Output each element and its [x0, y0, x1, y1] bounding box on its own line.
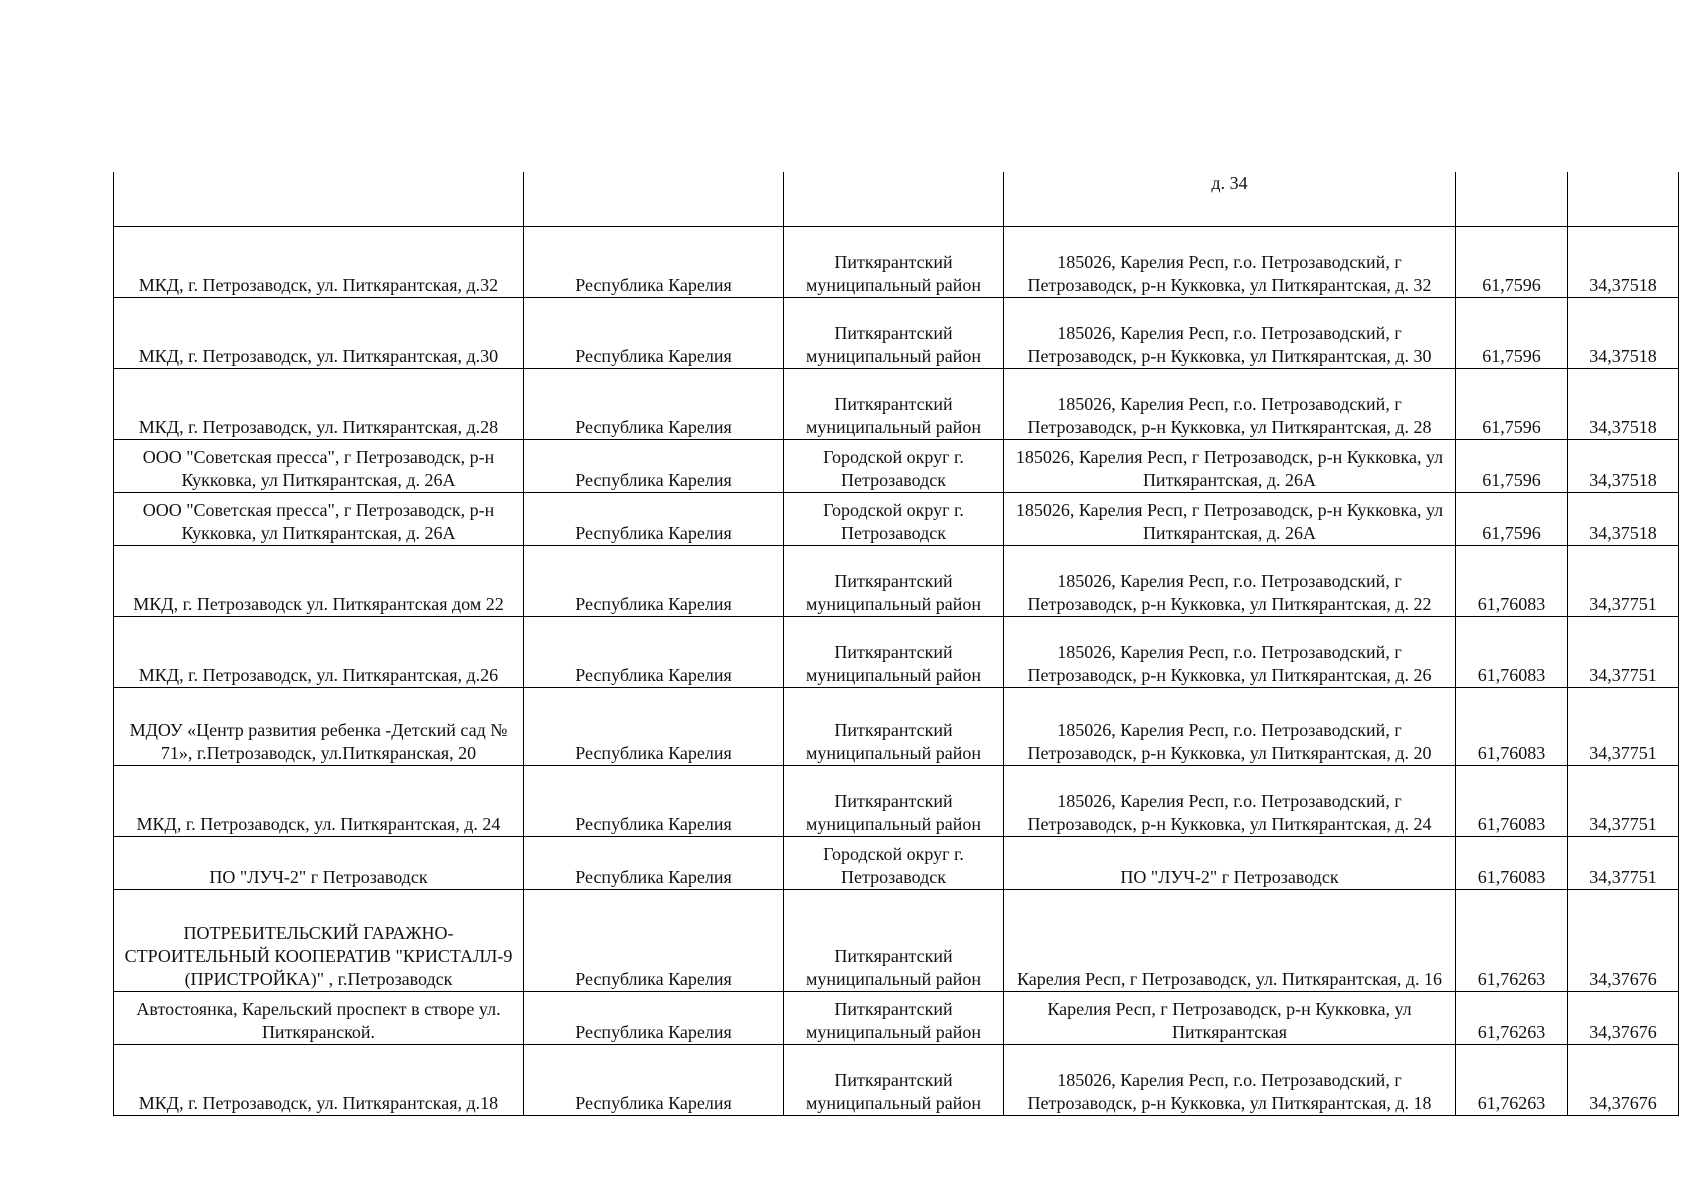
longitude-cell: 34,37518 — [1568, 492, 1679, 545]
table-row — [114, 368, 1679, 439]
address-cell: 185026, Карелия Респ, г.о. Петрозаводский, г Петрозаводск, р-н Кукковка, ул Питкярантская, д. 20 — [1004, 687, 1456, 765]
district-cell: Питкярантский муниципальный район — [784, 368, 1004, 439]
address-cell: 185026, Карелия Респ, г.о. Петрозаводский, г Петрозаводск, р-н Кукковка, ул Питкярантская, д. 24 — [1004, 765, 1456, 836]
object-name-cell: МКД, г. Петрозаводск, ул. Питкярантская, д.18 — [114, 1044, 524, 1115]
latitude-cell: 61,7596 — [1456, 368, 1568, 439]
object-name-cell: ПОТРЕБИТЕЛЬСКИЙ ГАРАЖНО-СТРОИТЕЛЬНЫЙ КООПЕРАТИВ "КРИСТАЛЛ-9 (ПРИСТРОЙКА)" , г.Петрозаводск — [114, 889, 524, 991]
address-cell: 185026, Карелия Респ, г Петрозаводск, р-н Кукковка, ул Питкярантская, д. 26А — [1004, 492, 1456, 545]
district-cell: Питкярантский муниципальный район — [784, 297, 1004, 368]
address-cell: 185026, Карелия Респ, г.о. Петрозаводский, г Петрозаводск, р-н Кукковка, ул Питкярантская, д. 18 — [1004, 1044, 1456, 1115]
address-cell: 185026, Карелия Респ, г.о. Петрозаводский, г Петрозаводск, р-н Кукковка, ул Питкярантская, д. 28 — [1004, 368, 1456, 439]
district-cell: Городской округ г. Петрозаводск — [784, 836, 1004, 889]
object-name-cell: МКД, г. Петрозаводск, ул. Питкярантская, д. 24 — [114, 765, 524, 836]
longitude-cell: 34,37751 — [1568, 687, 1679, 765]
district-cell: Городской округ г. Петрозаводск — [784, 492, 1004, 545]
latitude-cell: 61,76263 — [1456, 991, 1568, 1044]
latitude-cell — [1456, 172, 1568, 226]
longitude-cell: 34,37676 — [1568, 1044, 1679, 1115]
table-row — [114, 439, 1679, 492]
address-cell: Карелия Респ, г Петрозаводск, ул. Питкярантская, д. 16 — [1004, 889, 1456, 991]
longitude-cell: 34,37518 — [1568, 297, 1679, 368]
region-cell: Республика Карелия — [524, 368, 784, 439]
region-cell: Республика Карелия — [524, 297, 784, 368]
region-cell: Республика Карелия — [524, 991, 784, 1044]
object-name-cell: МКД, г. Петрозаводск ул. Питкярантская дом 22 — [114, 545, 524, 616]
longitude-cell: 34,37676 — [1568, 991, 1679, 1044]
table-row — [114, 545, 1679, 616]
longitude-cell: 34,37518 — [1568, 226, 1679, 297]
table-row — [114, 836, 1679, 889]
district-cell: Питкярантский муниципальный район — [784, 991, 1004, 1044]
address-cell: 185026, Карелия Респ, г Петрозаводск, р-н Кукковка, ул Питкярантская, д. 26А — [1004, 439, 1456, 492]
data-table — [113, 172, 1679, 1116]
latitude-cell: 61,76083 — [1456, 616, 1568, 687]
region-cell: Республика Карелия — [524, 836, 784, 889]
district-cell: Питкярантский муниципальный район — [784, 765, 1004, 836]
region-cell: Республика Карелия — [524, 687, 784, 765]
region-cell: Республика Карелия — [524, 545, 784, 616]
table-row — [114, 765, 1679, 836]
region-cell: Республика Карелия — [524, 226, 784, 297]
latitude-cell: 61,76083 — [1456, 545, 1568, 616]
latitude-cell: 61,76263 — [1456, 889, 1568, 991]
table-row — [114, 616, 1679, 687]
address-cell: 185026, Карелия Респ, г.о. Петрозаводский, г Петрозаводск, р-н Кукковка, ул Питкярантская, д. 26 — [1004, 616, 1456, 687]
latitude-cell: 61,7596 — [1456, 297, 1568, 368]
table-row — [114, 297, 1679, 368]
region-cell: Республика Карелия — [524, 1044, 784, 1115]
district-cell: Питкярантский муниципальный район — [784, 1044, 1004, 1115]
region-cell: Республика Карелия — [524, 439, 784, 492]
address-cell: 185026, Карелия Респ, г.о. Петрозаводский, г Петрозаводск, р-н Кукковка, ул Питкярантская, д. 22 — [1004, 545, 1456, 616]
longitude-cell: 34,37751 — [1568, 545, 1679, 616]
object-name-cell: Автостоянка, Карельский проспект в створе ул. Питкяранской. — [114, 991, 524, 1044]
object-name-cell: МКД, г. Петрозаводск, ул. Питкярантская, д.30 — [114, 297, 524, 368]
address-cell: ПО "ЛУЧ-2" г Петрозаводск — [1004, 836, 1456, 889]
district-cell: Питкярантский муниципальный район — [784, 545, 1004, 616]
district-cell: Питкярантский муниципальный район — [784, 889, 1004, 991]
table-body — [114, 172, 1679, 1115]
object-name-cell: МКД, г. Петрозаводск, ул. Питкярантская, д.28 — [114, 368, 524, 439]
table-row — [114, 991, 1679, 1044]
latitude-cell: 61,76263 — [1456, 1044, 1568, 1115]
table-row — [114, 492, 1679, 545]
region-cell — [524, 172, 784, 226]
longitude-cell: 34,37518 — [1568, 439, 1679, 492]
region-cell: Республика Карелия — [524, 765, 784, 836]
district-cell: Питкярантский муниципальный район — [784, 226, 1004, 297]
table-row — [114, 1044, 1679, 1115]
table-row — [114, 172, 1679, 226]
longitude-cell: 34,37751 — [1568, 616, 1679, 687]
address-cell: д. 34 — [1004, 172, 1456, 226]
address-cell: Карелия Респ, г Петрозаводск, р-н Кукковка, ул Питкярантская — [1004, 991, 1456, 1044]
object-name-cell: ПО "ЛУЧ-2" г Петрозаводск — [114, 836, 524, 889]
table-row — [114, 889, 1679, 991]
object-name-cell: ООО "Советская пресса", г Петрозаводск, р-н Кукковка, ул Питкярантская, д. 26А — [114, 439, 524, 492]
district-cell — [784, 172, 1004, 226]
longitude-cell — [1568, 172, 1679, 226]
address-cell: 185026, Карелия Респ, г.о. Петрозаводский, г Петрозаводск, р-н Кукковка, ул Питкярантская, д. 32 — [1004, 226, 1456, 297]
latitude-cell: 61,7596 — [1456, 226, 1568, 297]
district-cell: Городской округ г. Петрозаводск — [784, 439, 1004, 492]
longitude-cell: 34,37751 — [1568, 836, 1679, 889]
object-name-cell — [114, 172, 524, 226]
address-cell: 185026, Карелия Респ, г.о. Петрозаводский, г Петрозаводск, р-н Кукковка, ул Питкярантская, д. 30 — [1004, 297, 1456, 368]
district-cell: Питкярантский муниципальный район — [784, 687, 1004, 765]
latitude-cell: 61,7596 — [1456, 439, 1568, 492]
longitude-cell: 34,37676 — [1568, 889, 1679, 991]
longitude-cell: 34,37518 — [1568, 368, 1679, 439]
latitude-cell: 61,76083 — [1456, 765, 1568, 836]
object-name-cell: ООО "Советская пресса", г Петрозаводск, р-н Кукковка, ул Питкярантская, д. 26А — [114, 492, 524, 545]
latitude-cell: 61,76083 — [1456, 687, 1568, 765]
district-cell: Питкярантский муниципальный район — [784, 616, 1004, 687]
object-name-cell: МКД, г. Петрозаводск, ул. Питкярантская, д.32 — [114, 226, 524, 297]
region-cell: Республика Карелия — [524, 889, 784, 991]
latitude-cell: 61,76083 — [1456, 836, 1568, 889]
object-name-cell: МКД, г. Петрозаводск, ул. Питкярантская, д.26 — [114, 616, 524, 687]
region-cell: Республика Карелия — [524, 616, 784, 687]
region-cell: Республика Карелия — [524, 492, 784, 545]
latitude-cell: 61,7596 — [1456, 492, 1568, 545]
longitude-cell: 34,37751 — [1568, 765, 1679, 836]
table-row — [114, 687, 1679, 765]
object-name-cell: МДОУ «Центр развития ребенка -Детский сад № 71», г.Петрозаводск, ул.Питкяранская, 20 — [114, 687, 524, 765]
table-row — [114, 226, 1679, 297]
